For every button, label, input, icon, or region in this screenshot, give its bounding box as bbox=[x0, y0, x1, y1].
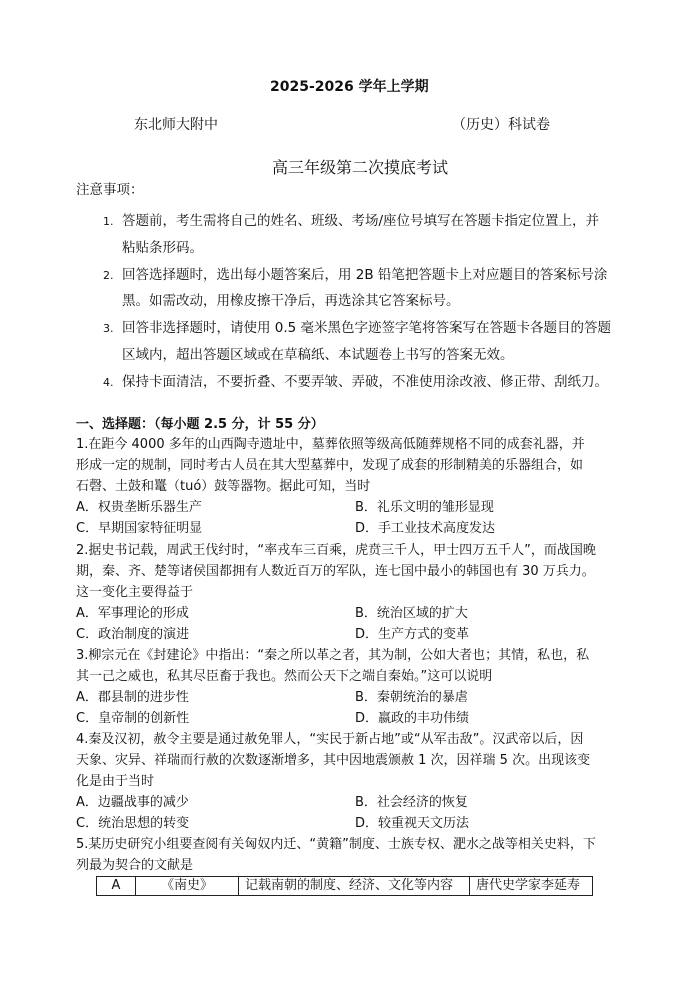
question-1-line-2: 形成一定的规制，同时考古人员在其大型墓葬中，发现了成套的形制精美的乐器组合，如 bbox=[76, 458, 584, 473]
question-3-option-b: B．秦朝统治的暴虐 bbox=[355, 690, 468, 705]
question-3-option-a: A．郡县制的进步性 bbox=[76, 690, 189, 705]
question-4-option-a: A．边疆战事的减少 bbox=[76, 795, 189, 810]
question-3-option-c: C．皇帝制的创新性 bbox=[76, 711, 190, 726]
question-5-line-1: 5.某历史研究小组要查阅有关匈奴内迁、“黄籍”制度、士族专权、淝水之战等相关史料，下 bbox=[76, 837, 596, 852]
table-cell-option: A bbox=[97, 877, 136, 896]
question-2-line-1: 2.据史书记载，周武王伐纣时，“率戎车三百乘，虎贲三千人，甲士四万五千人”，而战国晚 bbox=[76, 543, 596, 558]
question-2-option-a: A．军事理论的形成 bbox=[76, 606, 189, 621]
notice-item-2-line-2: 黑。如需改动，用橡皮擦干净后，再选涂其它答案标号。 bbox=[122, 293, 460, 309]
question-2-option-b: B．统治区域的扩大 bbox=[355, 606, 468, 621]
question-2-line-2: 期，秦、齐、楚等诸侯国都拥有人数近百万的军队，连七国中最小的韩国也有 30 万兵力。 bbox=[76, 564, 595, 579]
notice-heading: 注意事项： bbox=[76, 182, 144, 198]
question-3-option-d: D．嬴政的丰功伟绩 bbox=[355, 711, 470, 726]
question-4-option-c: C．统治思想的转变 bbox=[76, 816, 190, 831]
question-1-option-d: D．手工业技术高度发达 bbox=[355, 521, 496, 536]
notice-item-2-num: 2. bbox=[103, 269, 114, 282]
notice-item-1-line-1: 答题前，考生需将自己的姓名、班级、考场/座位号填写在答题卡指定位置上，并 bbox=[122, 213, 600, 229]
question-5-source-table bbox=[96, 876, 593, 896]
notice-item-2-line-1: 回答选择题时，选出每小题答案后，用 2B 铅笔把答题卡上对应题目的答案标号涂 bbox=[122, 267, 608, 283]
notice-item-4-line-1: 保持卡面清洁，不要折叠、不要弄皱、弄破，不准使用涂改液、修正带、刮纸刀。 bbox=[122, 374, 608, 390]
question-1-option-a: A．权贵垄断乐器生产 bbox=[76, 500, 202, 515]
question-4-option-d: D．较重视天文历法 bbox=[355, 816, 470, 831]
section-heading: 一、选择题：（每小题 2.5 分，计 55 分） bbox=[76, 417, 324, 432]
notice-item-3-line-2: 区域内，超出答题区域或在草稿纸、本试题卷上书写的答案无效。 bbox=[122, 347, 514, 363]
question-5-line-2: 列最为契合的文献是 bbox=[76, 858, 194, 873]
question-4-line-2: 天象、灾异、祥瑞而行赦的次数逐渐增多，其中因地震颁赦 1 次，因祥瑞 5 次。出现该变 bbox=[76, 753, 591, 768]
question-1-option-b: B．礼乐文明的雏形显现 bbox=[355, 500, 494, 515]
table-cell-content: 记载南朝的制度、经济、文化等内容 bbox=[239, 877, 470, 896]
question-4-option-b: B．社会经济的恢复 bbox=[355, 795, 468, 810]
table-cell-author: 唐代史学家李延寿 bbox=[470, 877, 593, 896]
question-1-option-c: C．早期国家特征明显 bbox=[76, 521, 203, 536]
question-1-line-3: 石磬、土鼓和鼍（tuó）鼓等器物。据此可知，当时 bbox=[76, 479, 371, 494]
exam-title: 高三年级第二次摸底考试 bbox=[272, 158, 449, 177]
question-4-line-1: 4.秦及汉初，赦令主要是通过赦免罪人，“实民于新占地”或“从军击敌”。汉武帝以后，因 bbox=[76, 732, 584, 747]
table-row bbox=[97, 877, 593, 896]
question-2-line-3: 这一变化主要得益于 bbox=[76, 585, 194, 600]
year-line: 2025-2026 学年上学期 bbox=[270, 79, 429, 95]
question-4-line-3: 化是由于当时 bbox=[76, 774, 155, 789]
notice-item-4-num: 4. bbox=[103, 376, 114, 389]
question-3-line-2: 其一己之威也，私其尽臣畜于我也。然而公天下之端自秦始。”这可以说明 bbox=[76, 669, 493, 684]
subject-name: （历史）科试卷 bbox=[452, 117, 550, 133]
question-3-line-1: 3.柳宗元在《封建论》中指出：“秦之所以革之者，其为制，公如大者也；其情，私也，私 bbox=[76, 648, 590, 663]
notice-item-3-num: 3. bbox=[103, 322, 114, 335]
question-2-option-d: D．生产方式的变革 bbox=[355, 627, 470, 642]
school-name: 东北师大附中 bbox=[134, 117, 218, 133]
table-cell-title: 《南史》 bbox=[136, 877, 239, 896]
notice-item-3-line-1: 回答非选择题时，请使用 0.5 毫米黑色字迹签字笔将答案写在答题卡各题目的答题 bbox=[122, 320, 612, 336]
notice-item-1-line-2: 粘贴条形码。 bbox=[122, 240, 203, 256]
question-2-option-c: C．政治制度的演进 bbox=[76, 627, 190, 642]
notice-item-1-num: 1. bbox=[103, 215, 114, 228]
question-1-line-1: 1.在距今 4000 多年的山西陶寺遗址中，墓葬依照等级高低随葬规格不同的成套礼器，并 bbox=[76, 437, 585, 452]
